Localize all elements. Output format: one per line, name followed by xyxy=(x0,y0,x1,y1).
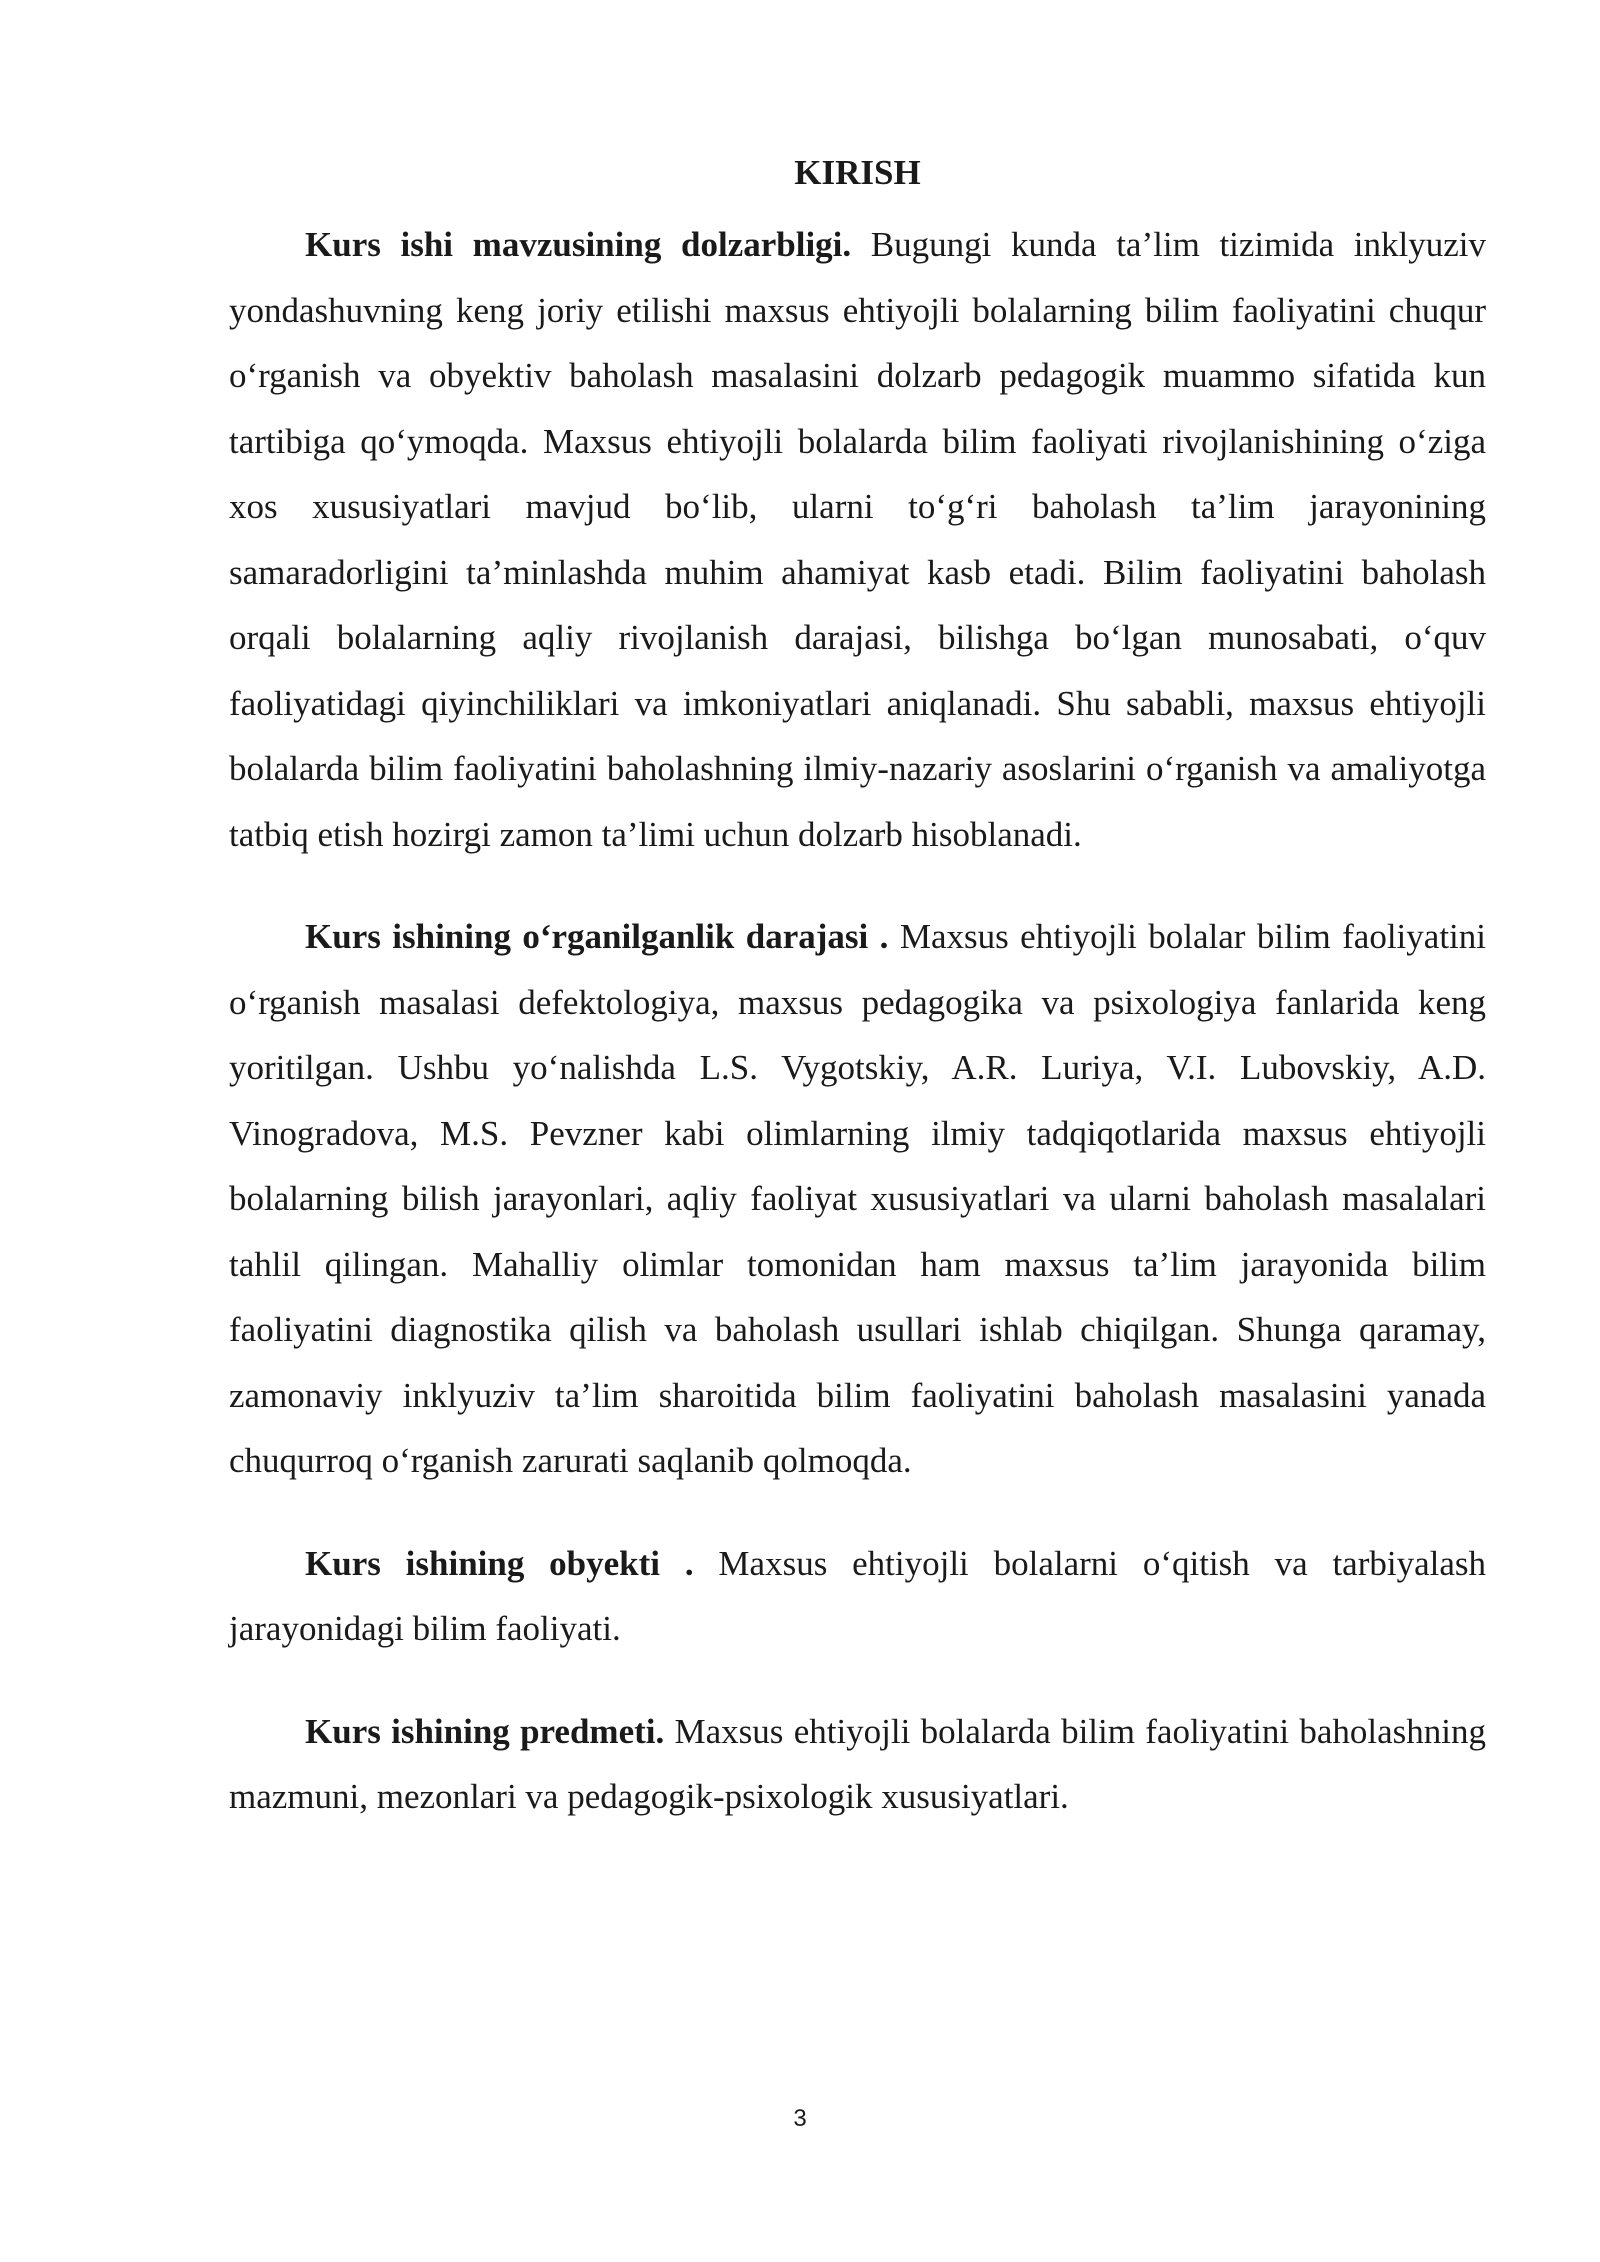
page-content xyxy=(229,148,1486,1830)
page-number: 3 xyxy=(793,2105,807,2132)
section-heading: Kurs ishining obyekti . xyxy=(305,1543,694,1583)
page-title: KIRISH xyxy=(794,153,921,192)
section-body: Maxsus ehtiyojli bolalar bilim faoliyatini o‘rganish masalasi defektologiya, maxsus pedagogika va psixologiya fanlarida keng yoritilgan. Ushbu yo‘nalishda L.S. Vygotskiy, A.R. Luriya, V.I. Lubovskiy, A.D. Vinogradova, M.S. Pevzner kabi olimlarning ilmiy tadqiqotlarida maxsus ehtiyojli bolalarning bilish jarayonlari, aqliy faoliyat xususiyatlari va ularni baholash masalalari tahlil qilingan. Mahalliy olimlar tomonidan ham maxsus ta’lim jarayonida bilim faoliyatini diagnostika qilish va baholash usullari ishlab chiqilgan. Shunga qaramay, zamonaviy inklyuziv ta’lim sharoitida bilim faoliyatini baholash masalasini yanada chuqurroq o‘rganish zarurati saqlanib qolmoqda. xyxy=(229,917,1486,1480)
section-study-level xyxy=(229,904,1486,1494)
section-heading: Kurs ishining o‘rganilganlik darajasi . xyxy=(305,917,889,956)
section-heading: Kurs ishi mavzusining dolzarbligi. xyxy=(305,225,852,264)
section-relevance xyxy=(229,212,1486,867)
section-body: Maxsus ehtiyojli bolalarni o‘qitish va tarbiyalash jarayonidagi bilim faoliyati. xyxy=(229,1543,1486,1648)
section-subject xyxy=(229,1699,1486,1830)
section-body: Maxsus ehtiyojli bolalarda bilim faoliyatini baholashning mazmuni, mezonlari va pedagogik-psixologik xususiyatlari. xyxy=(229,1711,1486,1816)
section-heading: Kurs ishining predmeti. xyxy=(305,1711,665,1751)
section-body: Bugungi kunda ta’lim tizimida inklyuziv yondashuvning keng joriy etilishi maxsus ehtiyojli bolalarning bilim faoliyatini chuqur o‘rganish va obyektiv baholash masalasini dolzarb pedagogik muammo sifatida kun tartibiga qo‘ymoqda. Maxsus ehtiyojli bolalarda bilim faoliyati rivojlanishining o‘ziga xos xususiyatlari mavjud bo‘lib, ularni to‘g‘ri baholash ta’lim jarayonining samaradorligini ta’minlashda muhim ahamiyat kasb etadi. Bilim faoliyatini baholash orqali bolalarning aqliy rivojlanish darajasi, bilishga bo‘lgan munosabati, o‘quv faoliyatidagi qiyinchiliklari va imkoniyatlari aniqlanadi. Shu sababli, maxsus ehtiyojli bolalarda bilim faoliyatini baholashning ilmiy-nazariy asoslarini o‘rganish va amaliyotga tatbiq etish hozirgi zamon ta’limi uchun dolzarb hisoblanadi. xyxy=(229,225,1486,854)
section-object xyxy=(229,1531,1486,1662)
